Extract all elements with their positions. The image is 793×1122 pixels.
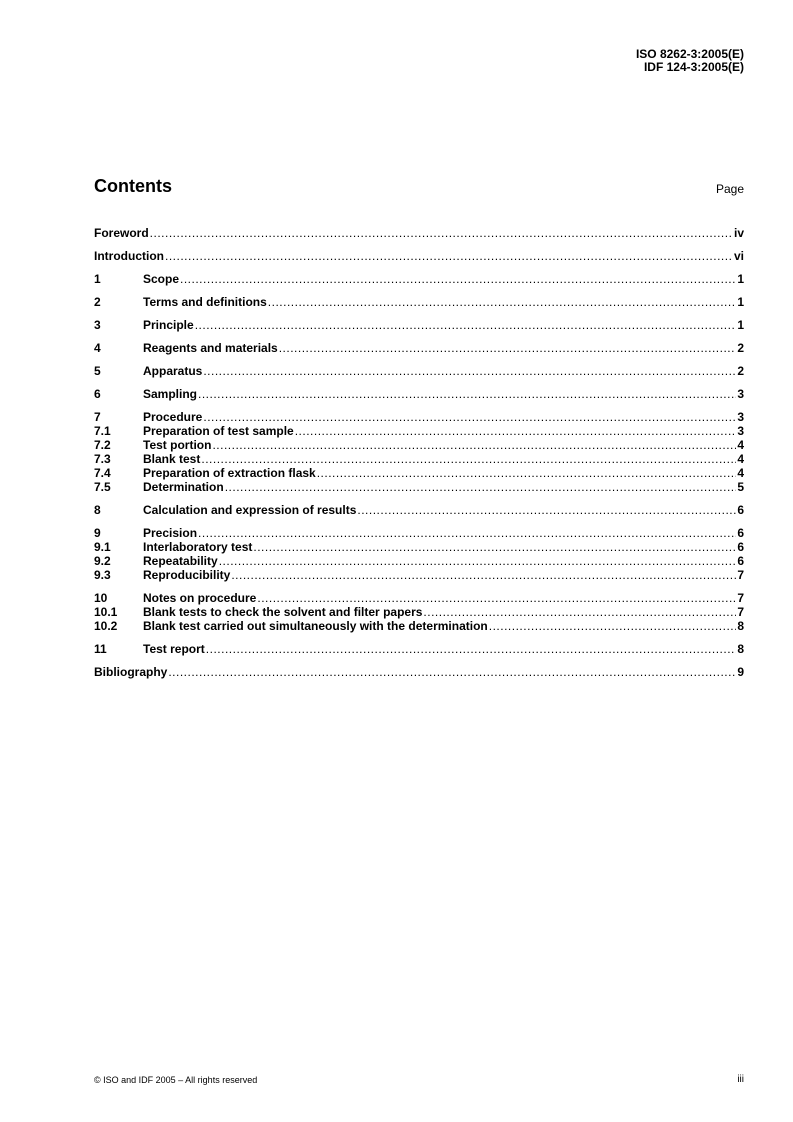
toc-dot-leader — [180, 272, 736, 286]
toc-entry-title: Introduction — [94, 249, 164, 263]
toc-entry-page: 9 — [737, 665, 744, 679]
toc-entry-number: 10.2 — [94, 619, 118, 633]
toc-entry-number: 3 — [94, 318, 101, 332]
toc-entry-page: 3 — [737, 410, 744, 424]
toc-dot-leader — [257, 591, 736, 605]
toc-entry-number: 9.2 — [94, 554, 111, 568]
toc-entry-number: 9 — [94, 526, 101, 540]
toc-entry-number: 7.4 — [94, 466, 111, 480]
toc-dot-leader — [219, 554, 737, 568]
toc-dot-leader — [231, 568, 736, 582]
toc-entry[interactable] — [94, 619, 744, 633]
toc-entry-page: 4 — [737, 438, 744, 452]
toc-entry-number: 11 — [94, 642, 107, 656]
toc-entry-number: 7.1 — [94, 424, 111, 438]
toc-entry-number: 2 — [94, 295, 101, 309]
toc-entry-number: 5 — [94, 364, 101, 378]
toc-entry[interactable] — [94, 568, 744, 582]
toc-entry-number: 7.5 — [94, 480, 111, 494]
toc-entry-title: Scope — [143, 272, 180, 286]
toc-entry[interactable] — [94, 642, 744, 656]
toc-entry-number: 9.3 — [94, 568, 111, 582]
toc-entry[interactable] — [94, 591, 744, 605]
toc-dot-leader — [198, 526, 736, 540]
toc-entry-number: 4 — [94, 341, 101, 355]
page-number: iii — [737, 1074, 744, 1085]
toc-entry[interactable] — [94, 540, 744, 554]
toc-entry-title: Preparation of test sample — [143, 424, 294, 438]
toc-entry-title: Bibliography — [94, 665, 168, 679]
toc-entry-number: 7.3 — [94, 452, 111, 466]
toc-entry-number: 10 — [94, 591, 108, 605]
toc-dot-leader — [212, 438, 736, 452]
toc-entry[interactable] — [94, 424, 744, 438]
toc-dot-leader — [195, 318, 737, 332]
toc-entry-page: 5 — [737, 480, 744, 494]
toc-entry-page: 3 — [737, 424, 744, 438]
toc-entry-page: 4 — [737, 452, 744, 466]
toc-dot-leader — [357, 503, 736, 517]
toc-entry-title: Calculation and expression of results — [143, 503, 357, 517]
toc-entry[interactable] — [94, 605, 744, 619]
toc-entry-title: Precision — [143, 526, 198, 540]
toc-dot-leader — [165, 249, 733, 263]
toc-entry[interactable] — [94, 480, 744, 494]
toc-entry[interactable] — [94, 249, 744, 263]
contents-heading: Contents — [94, 176, 172, 196]
toc-entry-number: 6 — [94, 387, 101, 401]
toc-entry-title: Repeatability — [143, 554, 218, 568]
toc-entry[interactable] — [94, 452, 744, 466]
toc-entry-number: 1 — [94, 272, 101, 286]
toc-entry-title: Test portion — [143, 438, 212, 452]
toc-entry-page: 1 — [737, 295, 744, 309]
toc-entry[interactable] — [94, 466, 744, 480]
toc-entry-title: Notes on procedure — [143, 591, 257, 605]
toc-dot-leader — [423, 605, 736, 619]
toc-dot-leader — [317, 466, 737, 480]
toc-entry[interactable] — [94, 526, 744, 540]
page-column-label: Page — [715, 182, 744, 196]
table-of-contents — [94, 226, 744, 679]
toc-entry-number: 10.1 — [94, 605, 118, 619]
toc-entry-title: Blank test — [143, 452, 201, 466]
toc-entry[interactable] — [94, 387, 744, 401]
toc-entry-title: Blank test carried out simultaneously with the determination — [143, 619, 488, 633]
iso-reference: ISO 8262-3:2005(E) — [635, 47, 744, 61]
toc-entry-page: 8 — [737, 642, 744, 656]
idf-reference: IDF 124-3:2005(E) — [643, 60, 744, 74]
toc-entry-title: Procedure — [143, 410, 203, 424]
toc-entry-page: 3 — [737, 387, 744, 401]
toc-entry-page: 1 — [737, 318, 744, 332]
toc-entry[interactable] — [94, 272, 744, 286]
toc-entry[interactable] — [94, 341, 744, 355]
toc-entry-page: 1 — [737, 272, 744, 286]
toc-entry[interactable] — [94, 503, 744, 517]
toc-dot-leader — [201, 452, 736, 466]
toc-entry-title: Apparatus — [143, 364, 203, 378]
toc-dot-leader — [150, 226, 733, 240]
toc-entry-page: 7 — [737, 591, 744, 605]
toc-entry-page: 6 — [737, 503, 744, 517]
toc-dot-leader — [203, 410, 736, 424]
toc-entry-title: Interlaboratory test — [143, 540, 253, 554]
toc-entry[interactable] — [94, 665, 744, 679]
toc-dot-leader — [295, 424, 737, 438]
toc-entry[interactable] — [94, 295, 744, 309]
toc-entry-title: Reproducibility — [143, 568, 231, 582]
toc-entry-page: 2 — [737, 364, 744, 378]
toc-entry-page: iv — [733, 226, 744, 240]
toc-entry-number: 7.2 — [94, 438, 111, 452]
toc-entry[interactable] — [94, 318, 744, 332]
toc-dot-leader — [279, 341, 737, 355]
toc-entry-title: Foreword — [94, 226, 149, 240]
toc-dot-leader — [268, 295, 737, 309]
toc-dot-leader — [253, 540, 736, 554]
toc-dot-leader — [206, 642, 737, 656]
toc-entry-page: 7 — [737, 605, 744, 619]
toc-entry-title: Terms and definitions — [143, 295, 267, 309]
toc-dot-leader — [168, 665, 736, 679]
toc-entry-page: 4 — [737, 466, 744, 480]
toc-entry[interactable] — [94, 410, 744, 424]
document-identifier — [636, 48, 744, 74]
copyright-notice: © ISO and IDF 2005 – All rights reserved — [94, 1075, 258, 1085]
toc-entry-number: 9.1 — [94, 540, 111, 554]
toc-entry-title: Principle — [143, 318, 194, 332]
toc-entry-number: 7 — [94, 410, 101, 424]
toc-entry[interactable] — [94, 438, 744, 452]
toc-entry-title: Blank tests to check the solvent and filter papers — [143, 605, 423, 619]
toc-entry-page: vi — [733, 249, 744, 263]
toc-entry-title: Preparation of extraction flask — [143, 466, 316, 480]
toc-entry-page: 8 — [737, 619, 744, 633]
toc-dot-leader — [225, 480, 737, 494]
toc-entry-title: Sampling — [143, 387, 198, 401]
toc-entry-title: Reagents and materials — [143, 341, 278, 355]
toc-dot-leader — [489, 619, 737, 633]
toc-dot-leader — [198, 387, 736, 401]
toc-entry-number: 8 — [94, 503, 101, 517]
toc-entry-title: Test report — [143, 642, 205, 656]
toc-entry-page: 7 — [737, 568, 744, 582]
toc-entry-page: 2 — [737, 341, 744, 355]
toc-entry-page: 6 — [737, 554, 744, 568]
toc-entry[interactable] — [94, 226, 744, 240]
toc-entry-title: Determination — [143, 480, 224, 494]
toc-entry[interactable] — [94, 364, 744, 378]
toc-dot-leader — [203, 364, 736, 378]
toc-entry-page: 6 — [737, 540, 744, 554]
toc-entry-page: 6 — [737, 526, 744, 540]
toc-entry[interactable] — [94, 554, 744, 568]
